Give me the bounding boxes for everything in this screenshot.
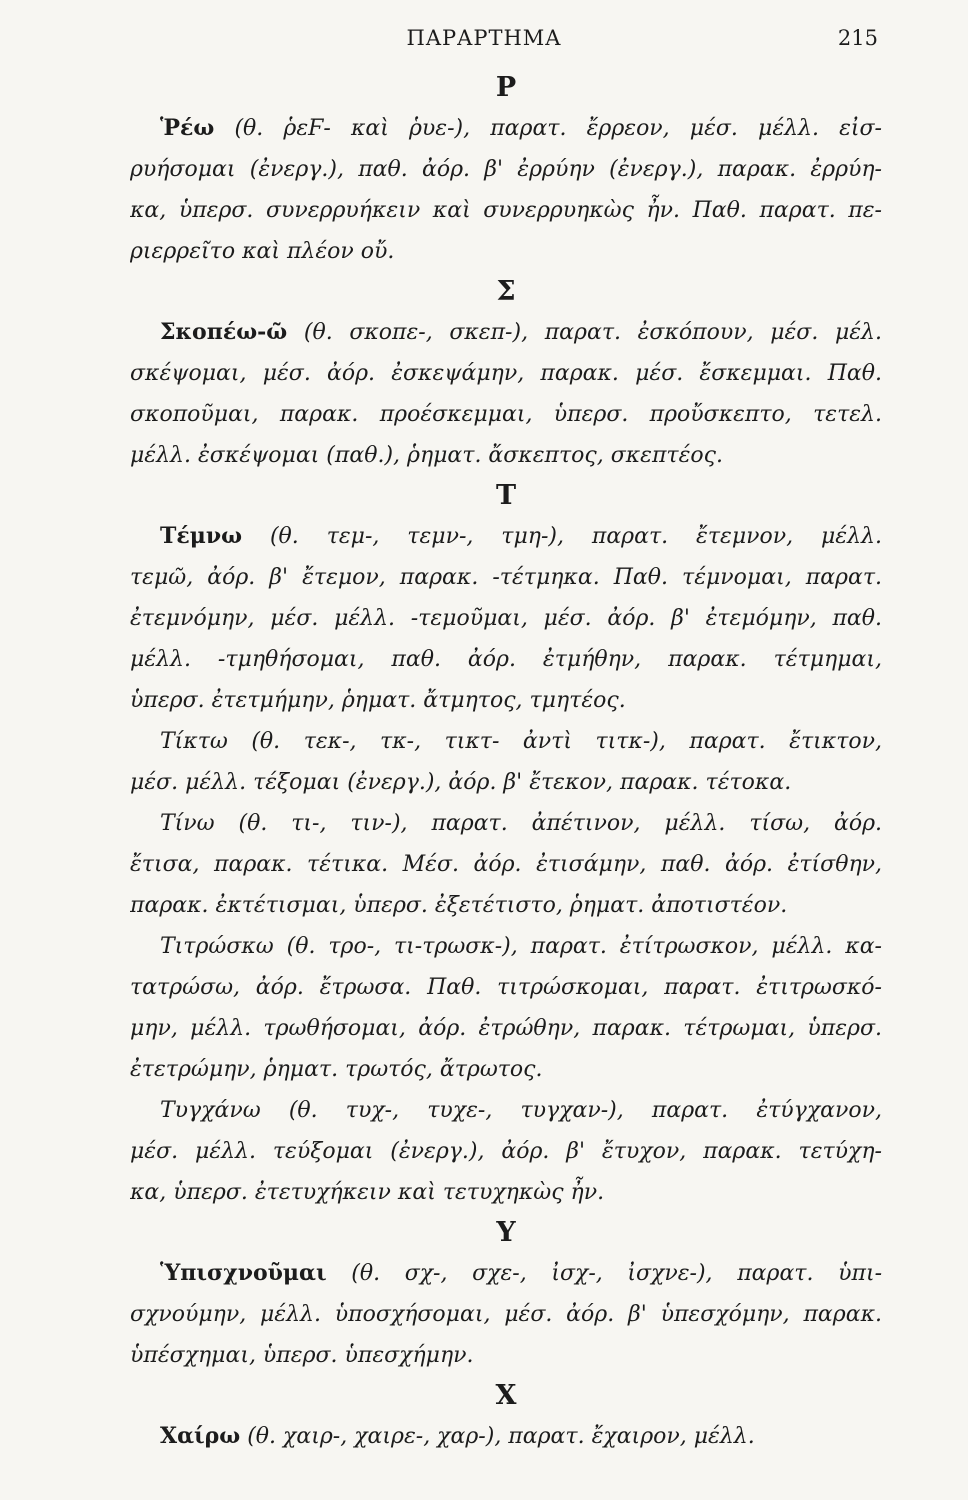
entry-line xyxy=(130,190,882,231)
entry-line xyxy=(130,231,882,272)
entry-line xyxy=(130,885,882,926)
entry-text: σκοποῦμαι, παρακ. προέσκεμμαι, ὑπερσ. προὔσκεπτο, τετελ. xyxy=(130,402,882,427)
entry-text: σχνούμην, μέλλ. ὑποσχήσομαι, μέσ. ἀόρ. β' ὑπεσχόμην, παρακ. xyxy=(130,1302,882,1327)
entry-line xyxy=(130,598,882,639)
entry-line xyxy=(130,967,882,1008)
entry-text: (θ. τεμ-, τεμν-, τμη-), παρατ. ἔτεμνον, μέλλ. xyxy=(242,524,882,549)
entry-line xyxy=(130,1294,882,1335)
entry-line xyxy=(130,1253,882,1294)
entry-text: Τίνω (θ. τι-, τιν-), παρατ. ἀπέτινον, μέλλ. τίσω, ἀόρ. xyxy=(160,811,882,836)
entry-line xyxy=(130,1131,882,1172)
entry-text: Τίκτω (θ. τεκ-, τκ-, τικτ- ἀντὶ τιτκ-), παρατ. ἔτικτον, xyxy=(160,729,882,754)
entry-line xyxy=(130,1172,882,1213)
section-letter: Υ xyxy=(496,1217,516,1248)
entry-line xyxy=(130,1416,882,1457)
entry-text: ἐτετρώμην, ῥηματ. τρωτός, ἄτρωτος. xyxy=(130,1057,543,1082)
entry-line xyxy=(130,394,882,435)
entry-text: ὑπερσ. ἐτετμήμην, ῥηματ. ἄτμητος, τμητέος. xyxy=(130,688,626,713)
entry-line xyxy=(130,557,882,598)
entry-line xyxy=(130,803,882,844)
entry-text: κα, ὑπερσ. συνερρυήκειν καὶ συνερρυηκὼς ἦν. Παθ. παρατ. πε- xyxy=(130,198,882,223)
section-letter: Χ xyxy=(495,1380,517,1411)
entry-text: ριερρεῖτο καὶ πλέον οὔ. xyxy=(130,239,395,264)
entry-line xyxy=(130,1049,882,1090)
entry-line xyxy=(130,108,882,149)
entry-text: μέλλ. -τμηθήσομαι, παθ. ἀόρ. ἐτμήθην, παρακ. τέτμημαι, xyxy=(130,647,882,672)
entry-line xyxy=(130,312,882,353)
headword: Τέμνω xyxy=(160,523,243,549)
entry-text: ἐτεμνόμην, μέσ. μέλλ. -τεμοῦμαι, μέσ. ἀόρ. β' ἐτεμόμην, παθ. xyxy=(130,606,882,631)
headword: Ὑπισχνοῦμαι xyxy=(160,1260,327,1286)
headword: Σκοπέω-ῶ xyxy=(160,319,288,345)
section-letter: Τ xyxy=(495,480,517,511)
section-letter: Σ xyxy=(496,276,516,307)
entry-line xyxy=(130,516,882,557)
section-letter: Ρ xyxy=(495,72,517,103)
dictionary-body xyxy=(130,68,882,1457)
entry-line xyxy=(130,639,882,680)
entry-line xyxy=(130,762,882,803)
entry-line xyxy=(130,435,882,476)
entry-text: Τιτρώσκω (θ. τρο-, τι-τρωσκ-), παρατ. ἐτίτρωσκον, μέλλ. κα- xyxy=(160,934,882,959)
headword: Χαίρω xyxy=(160,1423,241,1449)
entry-text: (θ. σκοπε-, σκεπ-), παρατ. ἐσκόπουν, μέσ. μέλ. xyxy=(287,320,882,345)
entry-text: ρυήσομαι (ἐνεργ.), παθ. ἀόρ. β' ἐρρύην (ἐνεργ.), παρακ. ἐρρύη- xyxy=(130,157,882,182)
entry-line xyxy=(130,680,882,721)
entry-text: Τυγχάνω (θ. τυχ-, τυχε-, τυγχαν-), παρατ. ἐτύγχανον, xyxy=(160,1098,882,1123)
entry-text: μέσ. μέλλ. τεύξομαι (ἐνεργ.), ἀόρ. β' ἔτυχον, παρακ. τετύχη- xyxy=(130,1139,882,1164)
entry-text: τατρώσω, ἀόρ. ἔτρωσα. Παθ. τιτρώσκομαι, παρατ. ἐτιτρωσκό- xyxy=(130,975,882,1000)
entry-text: ἔτισα, παρακ. τέτικα. Μέσ. ἀόρ. ἐτισάμην, παθ. ἀόρ. ἐτίσθην, xyxy=(130,852,882,877)
entry-text: (θ. χαιρ-, χαιρε-, χαρ-), παρατ. ἔχαιρον, μέλλ. xyxy=(240,1424,755,1449)
entry-line xyxy=(130,844,882,885)
entry-line xyxy=(130,1008,882,1049)
running-title: ΠΑΡΑΡΤΗΜΑ xyxy=(406,26,562,50)
entry-line xyxy=(130,1090,882,1131)
entry-text: σκέψομαι, μέσ. ἀόρ. ἐσκεψάμην, παρακ. μέσ. ἔσκεμμαι. Παθ. xyxy=(130,361,882,386)
entry-text: (θ. ῥεϜ- καὶ ῥυε-), παρατ. ἔρρεον, μέσ. μέλλ. εἰσ- xyxy=(214,116,882,141)
entry-text: ὑπέσχημαι, ὑπερσ. ὑπεσχήμην. xyxy=(130,1343,474,1368)
entry-text: τεμῶ, ἀόρ. β' ἔτεμον, παρακ. -τέτμηκα. Παθ. τέμνομαι, παρατ. xyxy=(130,565,882,590)
entry-text: παρακ. ἐκτέτισμαι, ὑπερσ. ἐξετέτιστο, ῥηματ. ἀποτιστέον. xyxy=(130,893,788,918)
entry-text: μέσ. μέλλ. τέξομαι (ἐνεργ.), ἀόρ. β' ἔτεκον, παρακ. τέτοκα. xyxy=(130,770,792,795)
entry-line xyxy=(130,721,882,762)
entry-line xyxy=(130,353,882,394)
entry-line xyxy=(130,926,882,967)
page-header xyxy=(0,26,968,56)
headword: Ῥέω xyxy=(160,115,215,141)
entry-text: (θ. σχ-, σχε-, ἰσχ-, ἰσχνε-), παρατ. ὑπι- xyxy=(326,1261,882,1286)
page-number: 215 xyxy=(837,26,878,50)
entry-line xyxy=(130,1335,882,1376)
entry-text: κα, ὑπερσ. ἐτετυχήκειν καὶ τετυχηκὼς ἦν. xyxy=(130,1180,605,1205)
entry-line xyxy=(130,149,882,190)
entry-text: μέλλ. ἐσκέψομαι (παθ.), ῥηματ. ἄσκεπτος, σκεπτέος. xyxy=(130,443,723,468)
entry-text: μην, μέλλ. τρωθήσομαι, ἀόρ. ἐτρώθην, παρακ. τέτρωμαι, ὑπερσ. xyxy=(130,1016,882,1041)
